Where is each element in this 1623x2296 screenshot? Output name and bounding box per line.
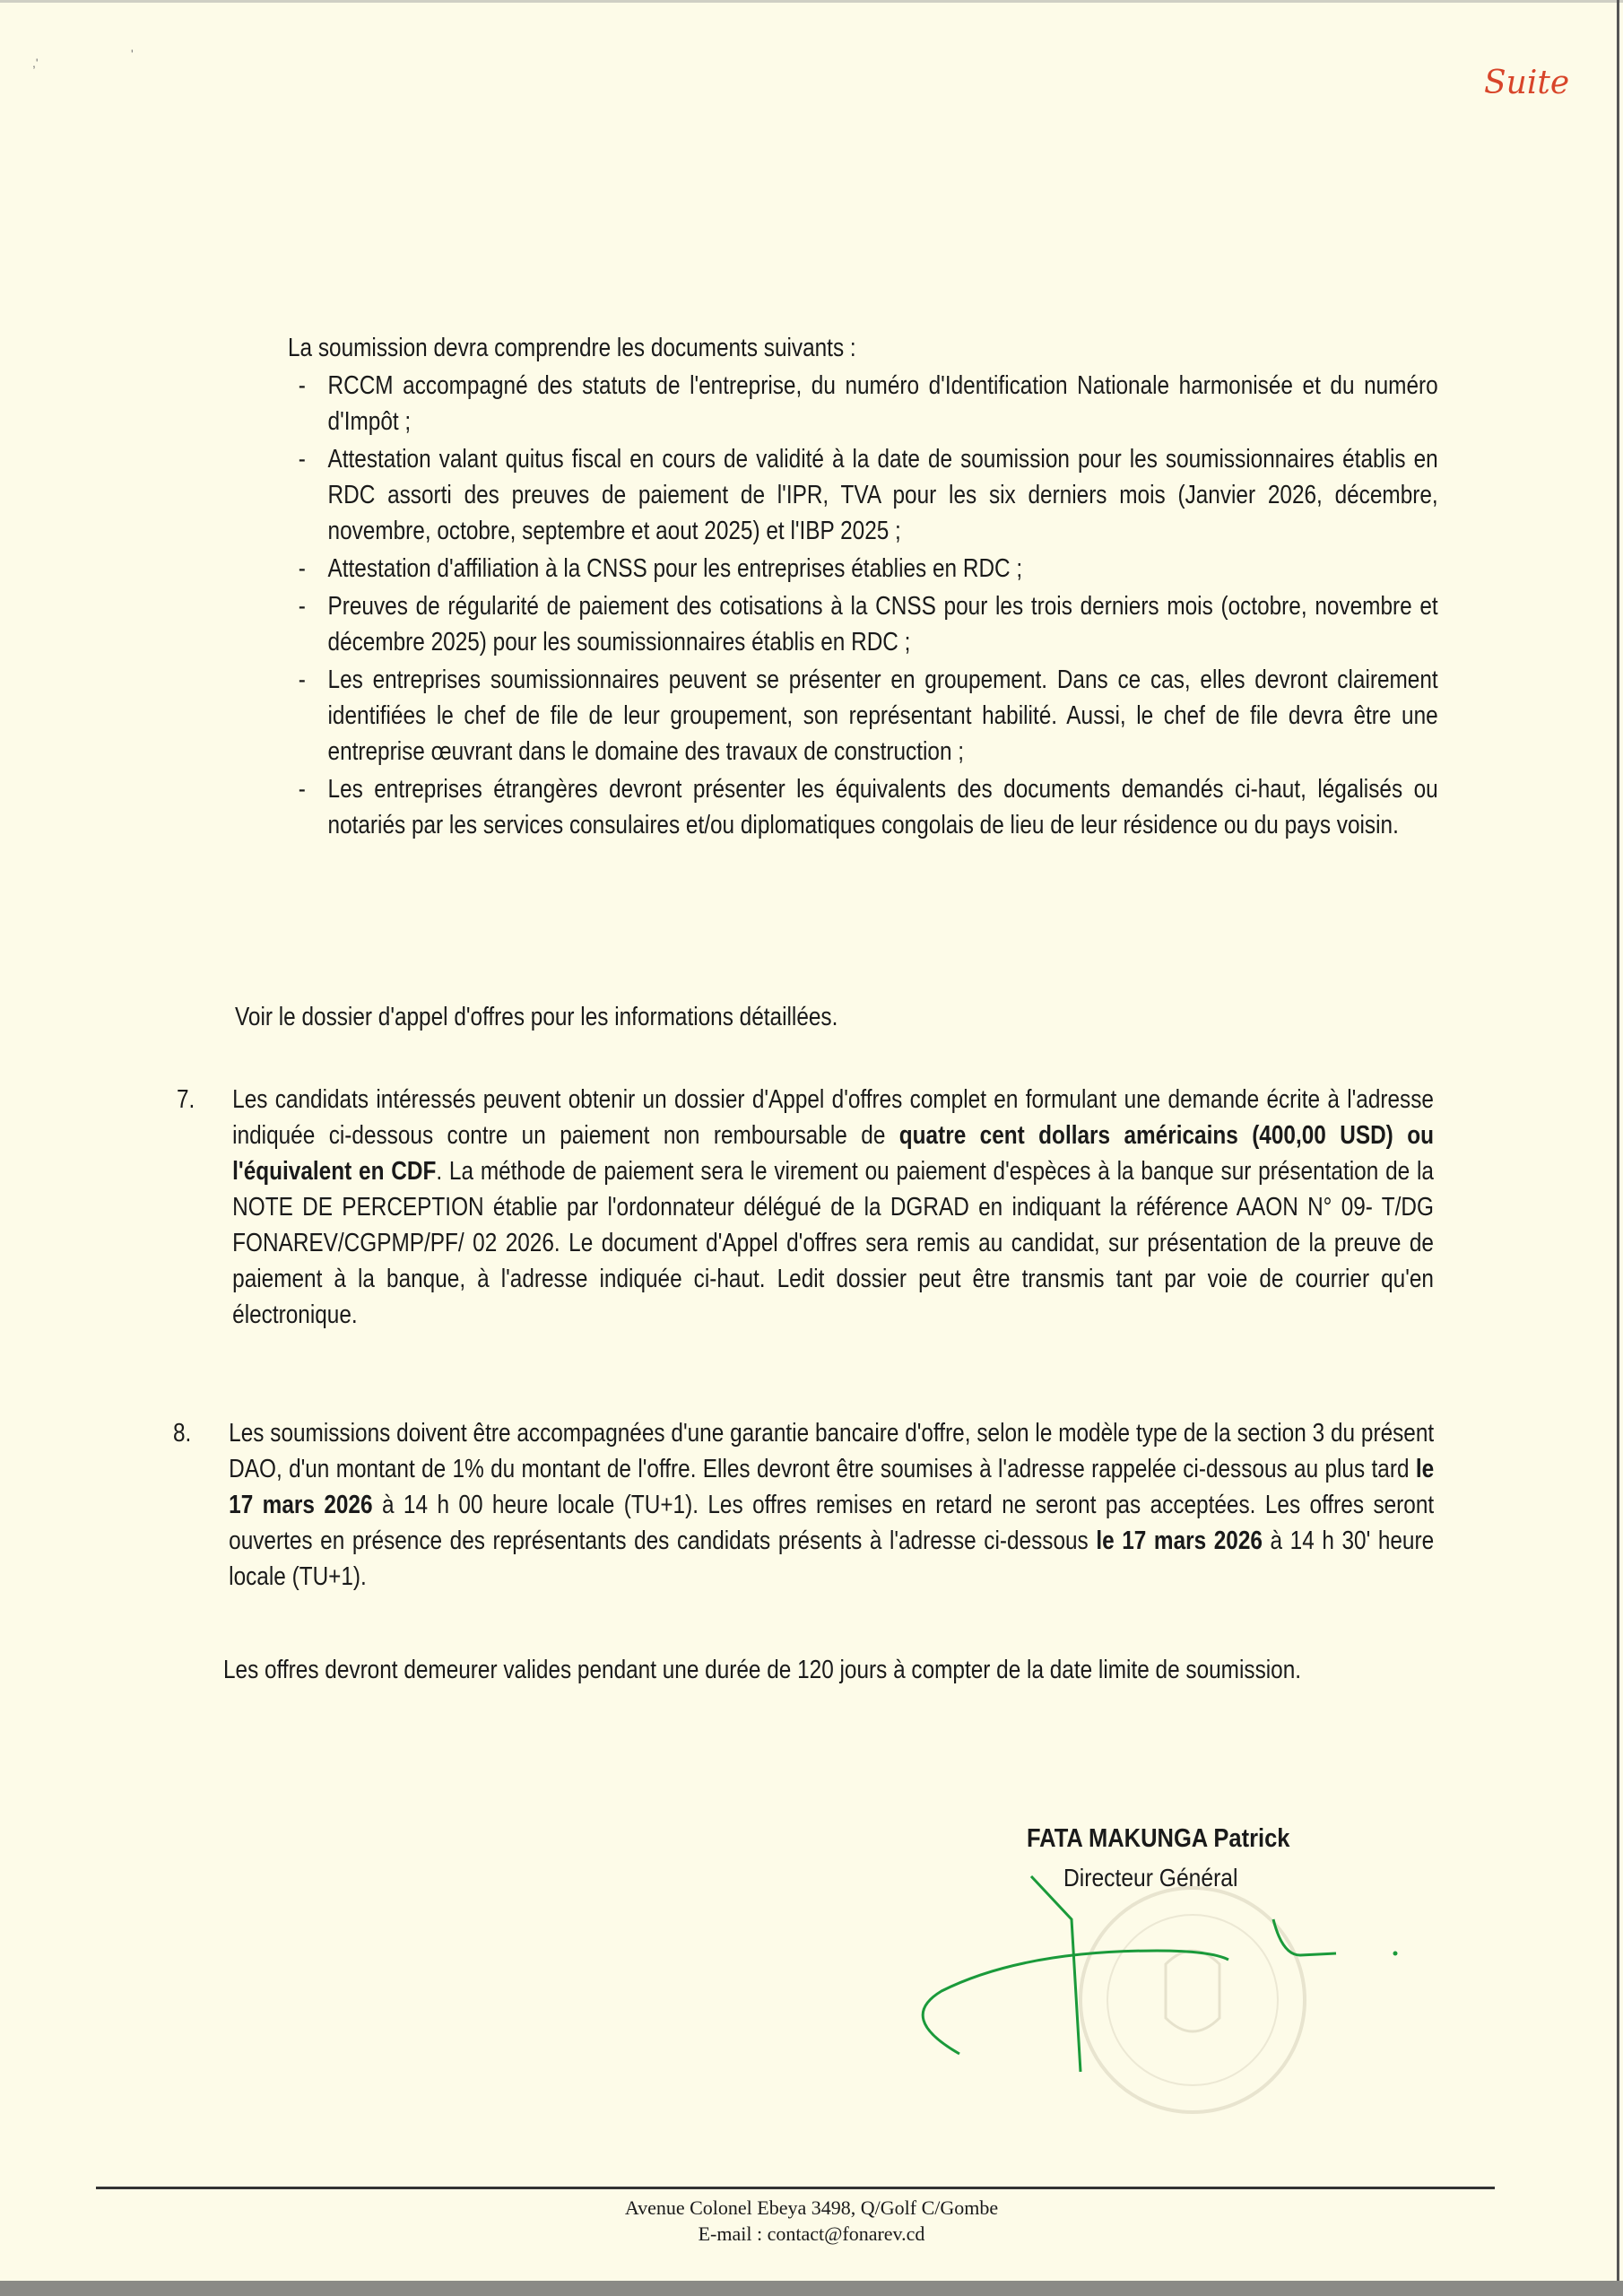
scan-top-edge: [0, 0, 1623, 3]
list-item: [288, 368, 1438, 439]
bullet-dash: -: [298, 592, 306, 621]
opening-date: le 17 mars 2026: [1096, 1526, 1263, 1555]
list-item-text: RCCM accompagné des statuts de l'entreprise, du numéro d'Identification Nationale harmonisée et du numéro d'Impôt ;: [327, 371, 1438, 436]
bullet-dash: -: [298, 665, 306, 694]
list-item: [288, 588, 1438, 660]
documents-intro: La soumission devra comprendre les documents suivants :: [288, 334, 856, 362]
item-number: 8.: [173, 1419, 192, 1448]
list-item-text: Les entreprises étrangères devront présenter les équivalents des documents demandés ci-haut, légalisés ou notariés par les services consulaires et/ou diplomatiques congolais de lieu de leur résidence ou du pays voisin.: [327, 775, 1438, 839]
scan-right-edge: [1617, 0, 1619, 2283]
scan-bottom-edge: [0, 2281, 1623, 2296]
footer-email: E-mail : contact@fonarev.cd: [698, 2222, 925, 2245]
footer-address: Avenue Colonel Ebeya 3498, Q/Golf C/Gombe: [624, 2196, 999, 2219]
text-run: à 14 h 00 heure locale (TU+1). Les offres remises en retard ne seront pas acceptées. Les offres seront ouvertes en présence des représentants des candidats présents à l'adresse ci-dessous: [229, 1491, 1435, 1555]
list-item: [288, 441, 1438, 549]
footer-divider: [96, 2187, 1495, 2189]
list-item-text: Attestation d'affiliation à la CNSS pour les entreprises établies en RDC ;: [327, 554, 1023, 583]
validity-note: Les offres devront demeurer valides pendant une durée de 120 jours à compter de la date limite de soumission.: [223, 1656, 1302, 1684]
handwritten-signature: [888, 1866, 1426, 2099]
item-number: 7.: [177, 1085, 195, 1114]
list-item: [288, 551, 1438, 587]
signatory-name: FATA MAKUNGA Patrick: [1027, 1824, 1290, 1853]
bullet-dash: -: [298, 371, 306, 400]
list-item: [288, 771, 1438, 843]
deadline-date: le 17 mars 2026: [229, 1455, 1435, 1519]
text-run: Les candidats intéressés peuvent obtenir un dossier d'Appel d'offres complet en formulant une demande écrite à l'adresse indiquée ci-dessous contre un paiement non remboursable de: [232, 1085, 1434, 1150]
item-8: [173, 1415, 1434, 1595]
text-run: à 14 h 30' heure locale (TU+1).: [229, 1526, 1435, 1591]
fee-amount: quatre cent dollars américains (400,00 USD) ou l'équivalent en CDF: [232, 1121, 1434, 1186]
bullet-dash: -: [298, 775, 306, 804]
scan-speck: ': [131, 47, 134, 61]
bullet-dash: -: [298, 445, 306, 474]
list-item: [288, 662, 1438, 770]
text-run: . La méthode de paiement sera le virement ou paiement d'espèces à la banque sur présentation de la NOTE DE PERCEPTION établie par l'ordonnateur délégué de la DGRAD en indiquant la référence AAON N° 09- T/DG FONAREV/CGPMP/PF/ 02 2026. Le document d'Appel d'offres sera remis au candidat, sur présentation de la preuve de paiement à la banque, à l'adresse indiquée ci-haut. Ledit dossier peut être transmis tant par voie de courrier qu'en électronique.: [232, 1157, 1434, 1329]
see-also-note: Voir le dossier d'appel d'offres pour les informations détaillées.: [235, 1003, 838, 1031]
scan-speck: ,': [32, 56, 39, 70]
signatory-title: Directeur Général: [1063, 1864, 1238, 1892]
text-run: Les soumissions doivent être accompagnées d'une garantie bancaire d'offre, selon le modèle type de la section 3 du présent DAO, d'un montant de 1% du montant de l'offre. Elles devront être soumises à l'adresse rappelée ci-dessous au plus tard: [229, 1419, 1435, 1483]
item-7: [177, 1082, 1434, 1333]
list-item-text: Preuves de régularité de paiement des cotisations à la CNSS pour les trois derniers mois (octobre, novembre et décembre 2025) pour les soumissionnaires établis en RDC ;: [327, 592, 1438, 657]
bullet-dash: -: [298, 554, 306, 583]
list-item-text: Les entreprises soumissionnaires peuvent se présenter en groupement. Dans ce cas, elles devront clairement identifiées le chef de file de leur groupement, son représentant habilité. Aussi, le chef de file devra être une entreprise œuvrant dans le domaine des travaux de construction ;: [327, 665, 1438, 766]
list-item-text: Attestation valant quitus fiscal en cours de validité à la date de soumission pour les soumissionnaires établis en RDC assorti des preuves de paiement de l'IPR, TVA pour les six derniers mois (Janvier 2026, décembre, novembre, octobre, septembre et aout 2025) et l'IBP 2025 ;: [327, 445, 1438, 545]
documents-section: [288, 330, 1438, 845]
continuation-mark: Suite: [1484, 65, 1570, 101]
item-8-text: [229, 1415, 1434, 1595]
item-7-text: [232, 1082, 1434, 1333]
